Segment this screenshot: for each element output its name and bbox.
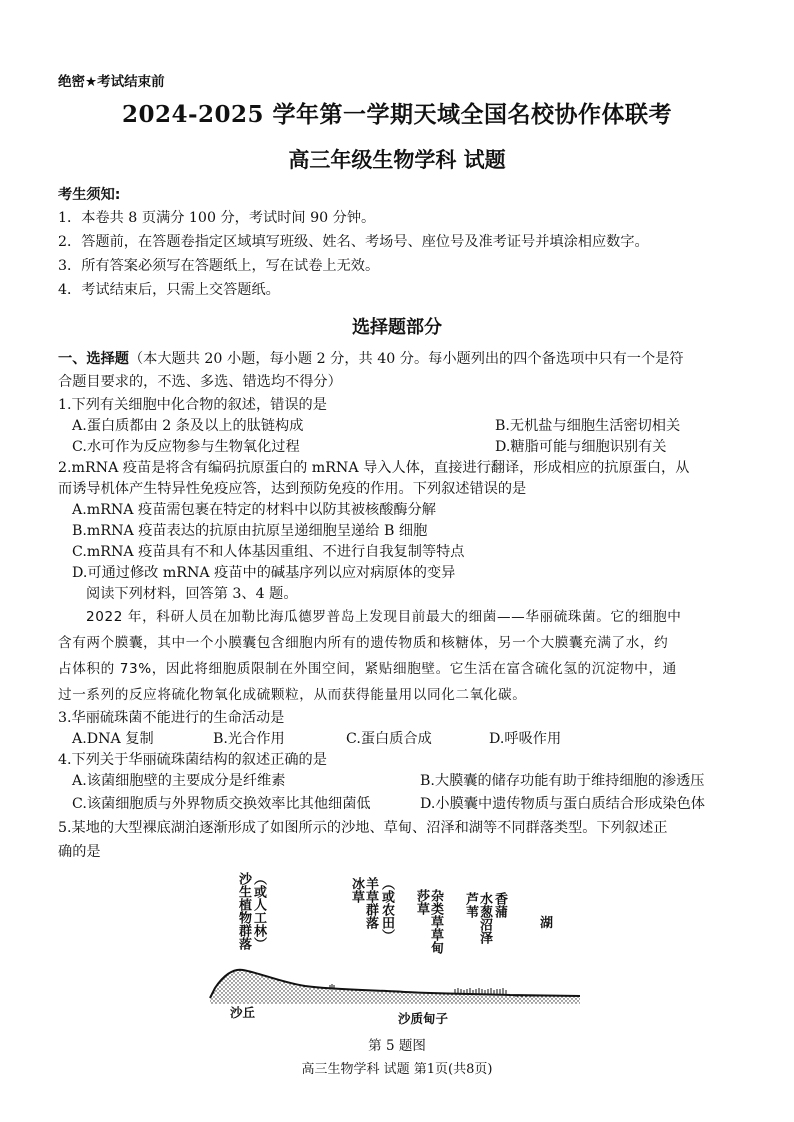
q1-option-a: A.蛋白质都由 2 条及以上的肽链构成 [72, 418, 304, 434]
q4-option-d: D.小膜囊中遗传物质与蛋白质结合形成染色体 [420, 796, 705, 812]
label-reed: 芦苇 [463, 892, 478, 918]
q4-option-a: A.该菌细胞壁的主要成分是纤维素 [72, 773, 286, 789]
notice-heading: 考生须知: [58, 187, 121, 203]
q3-option-b: B.光合作用 [213, 731, 285, 747]
q5-stem-cont: 确的是 [58, 844, 101, 860]
label-dune: 沙丘 [230, 1005, 256, 1020]
q3-option-c: C.蛋白质合成 [346, 731, 432, 747]
material-line: 含有两个膜囊，其中一个小膜囊包含细胞内所有的遗传物质和核糖体，另一个大膜囊充满了水，约 [58, 635, 669, 651]
section-intro [58, 349, 684, 369]
q1-stem: 1.下列有关细胞中化合物的叙述，错误的是 [58, 397, 327, 413]
confidential-mark: 绝密★考试结束前 [58, 74, 165, 90]
label-lake: 湖 [540, 916, 554, 931]
q3-stem: 3.华丽硫珠菌不能进行的生命活动是 [58, 710, 285, 726]
notice-item: 1．本卷共 8 页满分 100 分，考试时间 90 分钟。 [58, 210, 376, 226]
label-sheep-grass: 羊草群落 [363, 877, 378, 929]
notice-item: 4．考试结束后，只需上交答题纸。 [58, 282, 280, 298]
q1-option-b: B.无机盐与细胞生活密切相关 [495, 418, 681, 434]
q2-option-a: A.mRNA 疫苗需包裹在特定的材料中以防其被核酸酶分解 [72, 502, 436, 518]
q2-option-c: C.mRNA 疫苗具有不和人体基因重组、不进行自我复制等特点 [72, 544, 465, 560]
q2-stem-cont: 而诱导机体产生特异性免疫应答，达到预防免疫的作用。下列叙述错误的是 [58, 481, 527, 497]
q1-option-d: D.糖脂可能与细胞识别有关 [495, 439, 667, 455]
label-artificial-forest: （或人工林） [251, 872, 266, 950]
page-footer: 高三生物学科 试题 第1页(共8页) [301, 1062, 493, 1077]
label-farmland: （或农田） [379, 877, 394, 942]
label-ice-grass: 冰草 [349, 877, 364, 903]
terrain-profile [205, 960, 585, 1010]
material-line: 2022 年，科研人员在加勒比海瓜德罗普岛上发现目前最大的细菌——华丽硫珠菌。它的细胞中 [86, 609, 682, 625]
label-mixed-meadow: 杂类草草甸 [428, 889, 443, 954]
q4-option-c: C.该菌细胞质与外界物质交换效率比其他细菌低 [72, 796, 371, 812]
section-intro-text: （本大题共 20 小题，每小题 2 分，共 40 分。每小题列出的四个备选项中只有一个是符 [128, 351, 684, 367]
figure-caption: 第 5 题图 [368, 1038, 426, 1054]
section-intro-cont: 合题目要求的，不选、多选、错选均不得分） [58, 374, 342, 390]
notice-item: 3．所有答案必须写在答题纸上，写在试卷上无效。 [58, 258, 380, 274]
material-line: 过一系列的反应将硫化物氧化成硫颗粒，从而获得能量用以同化二氧化碳。 [58, 687, 527, 703]
section-title: 选择题部分 [352, 317, 442, 338]
q4-option-b: B.大膜囊的储存功能有助于维持细胞的渗透压 [420, 773, 705, 789]
q3-option-a: A.DNA 复制 [72, 731, 154, 747]
exam-subtitle: 高三年级生物学科 试题 [288, 147, 506, 172]
label-water-onion-marsh: 水葱沼泽 [477, 892, 492, 944]
q3-option-d: D.呼吸作用 [489, 731, 562, 747]
label-cattail: 香蒲 [492, 892, 507, 918]
q1-option-c: C.水可作为反应物参与生物氧化过程 [72, 439, 300, 455]
q5-stem: 5.某地的大型裸底湖泊逐渐形成了如图所示的沙地、草甸、沼泽和湖等不同群落类型。下列叙述正 [58, 820, 668, 836]
label-sedge: 莎草 [414, 889, 429, 915]
material-intro: 阅读下列材料，回答第 3、4 题。 [86, 586, 298, 602]
exam-title: 2024-2025 学年第一学期天域全国名校协作体联考 [121, 101, 673, 128]
q2-option-d: D.可通过修改 mRNA 疫苗中的碱基序列以应对病原体的变异 [72, 565, 456, 581]
q2-stem: 2.mRNA 疫苗是将含有编码抗原蛋白的 mRNA 导入人体，直接进行翻译，形成相应的抗原蛋白，从 [58, 460, 690, 476]
q2-option-b: B.mRNA 疫苗表达的抗原由抗原呈递细胞呈递给 B 细胞 [72, 523, 428, 539]
material-line: 占体积的 73%，因此将细胞质限制在外围空间，紧贴细胞壁。它生活在富含硫化氢的沉淀物中，通 [58, 661, 677, 677]
sand-fill [210, 970, 580, 1004]
notice-item: 2．答题前，在答题卷指定区域填写班级、姓名、考场号、座位号及准考证号并填涂相应数字。 [58, 234, 649, 250]
q4-stem: 4.下列关于华丽硫珠菌结构的叙述正确的是 [58, 752, 327, 768]
label-sand-plants: 沙生植物群落 [236, 872, 251, 950]
label-sandy-meadow: 沙质甸子 [398, 1011, 449, 1026]
section-intro-label: 一、选择题 [58, 351, 129, 367]
